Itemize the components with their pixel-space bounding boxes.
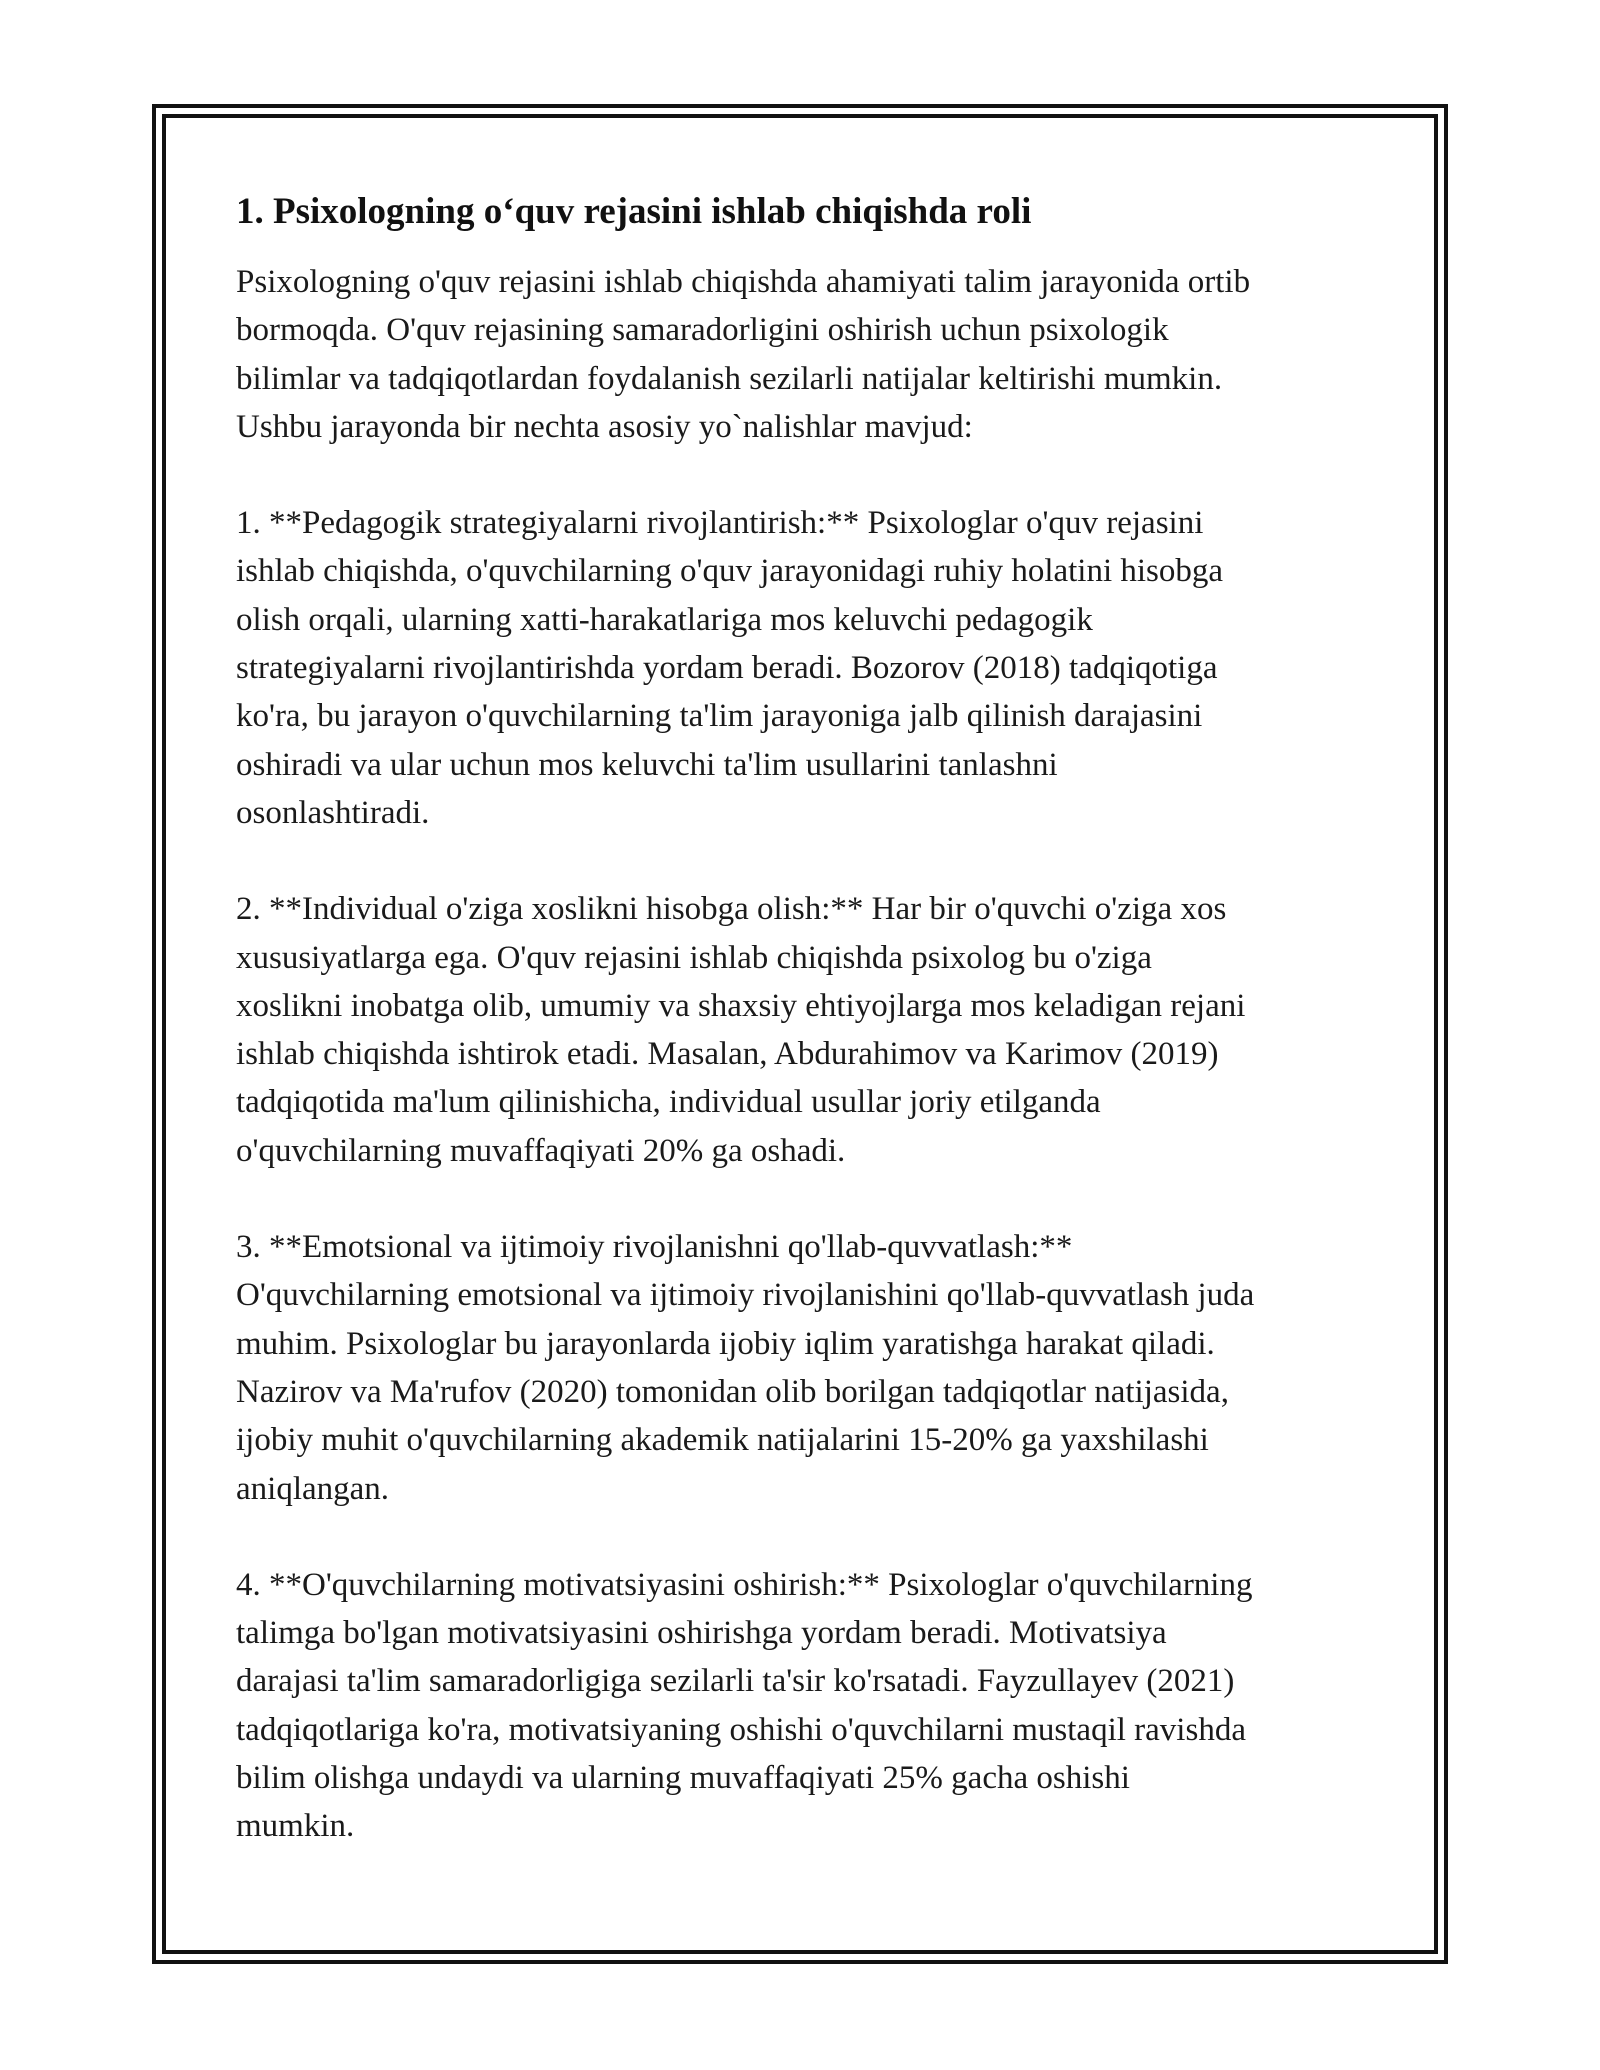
intro-paragraph: Psixologning o'quv rejasini ishlab chiqishda ahamiyati talim jarayonida ortib bormoqda. O'quv rejasining samaradorligini oshirish uchun psixologik bilimlar va tadqiqotlardan foydalanish sezilarli natijalar keltirishi mumkin. Ushbu jarayonda bir nechta asosiy yo`nalishlar mavjud: xyxy=(236,264,1251,445)
list-item-individual-traits: 2. **Individual o'ziga xoslikni hisobga olish:** Har bir o'quvchi o'ziga xos xususiyatlarga ega. O'quv rejasini ishlab chiqishda psixolog bu o'ziga xoslikni inobatga olib, umumiy va shaxsiy ehtiyojlarga mos keladigan rejani ishlab chiqishda ishtirok etadi. Masalan, Abdurahimov va Karimov (2019) tadqiqotida ma'lum qilinishicha, individual usullar joriy etilganda o'quvchilarning muvaffaqiyati 20% ga oshadi. xyxy=(236,891,1246,1169)
document-body xyxy=(236,188,1376,1899)
list-item-motivation: 4. **O'quvchilarning motivatsiyasini oshirish:** Psixologlar o'quvchilarning talimga bo'lgan motivatsiyasini oshirishga yordam beradi. Motivatsiya darajasi ta'lim samaradorligiga sezilarli ta'sir ko'rsatadi. Fayzullayev (2021) tadqiqotlariga ko'ra, motivatsiyaning oshishi o'quvchilarni mustaqil ravishda bilim olishga undaydi va ularning muvaffaqiyati 25% gacha oshishi mumkin. xyxy=(236,1566,1253,1845)
list-item-emotional-social-development: 3. **Emotsional va ijtimoiy rivojlanishni qo'llab-quvvatlash:** O'quvchilarning emotsional va ijtimoiy rivojlanishini qo'llab-quvvatlash juda muhim. Psixologlar bu jarayonlarda ijobiy iqlim yaratishga harakat qiladi. Nazirov va Ma'rufov (2020) tomonidan olib borilgan tadqiqotlar natijasida, ijobiy muhit o'quvchilarning akademik natijalarini 15-20% ga yaxshilashi aniqlangan. xyxy=(236,1229,1255,1507)
section-heading: 1. Psixologning o‘quv rejasini ishlab chiqishda roli xyxy=(236,191,1032,232)
list-item-pedagogical-strategies: 1. **Pedagogik strategiyalarni rivojlantirish:** Psixologlar o'quv rejasini ishlab chiqishda, o'quvchilarning o'quv jarayonidagi ruhiy holatini hisobga olish orqali, ularning xatti-harakatlariga mos keluvchi pedagogik strategiyalarni rivojlantirishda yordam beradi. Bozorov (2018) tadqiqotiga ko'ra, bu jarayon o'quvchilarning ta'lim jarayoniga jalb qilinish darajasini oshiradi va ular uchun mos keluvchi ta'lim usullarini tanlashni osonlashtiradi. xyxy=(236,505,1224,831)
